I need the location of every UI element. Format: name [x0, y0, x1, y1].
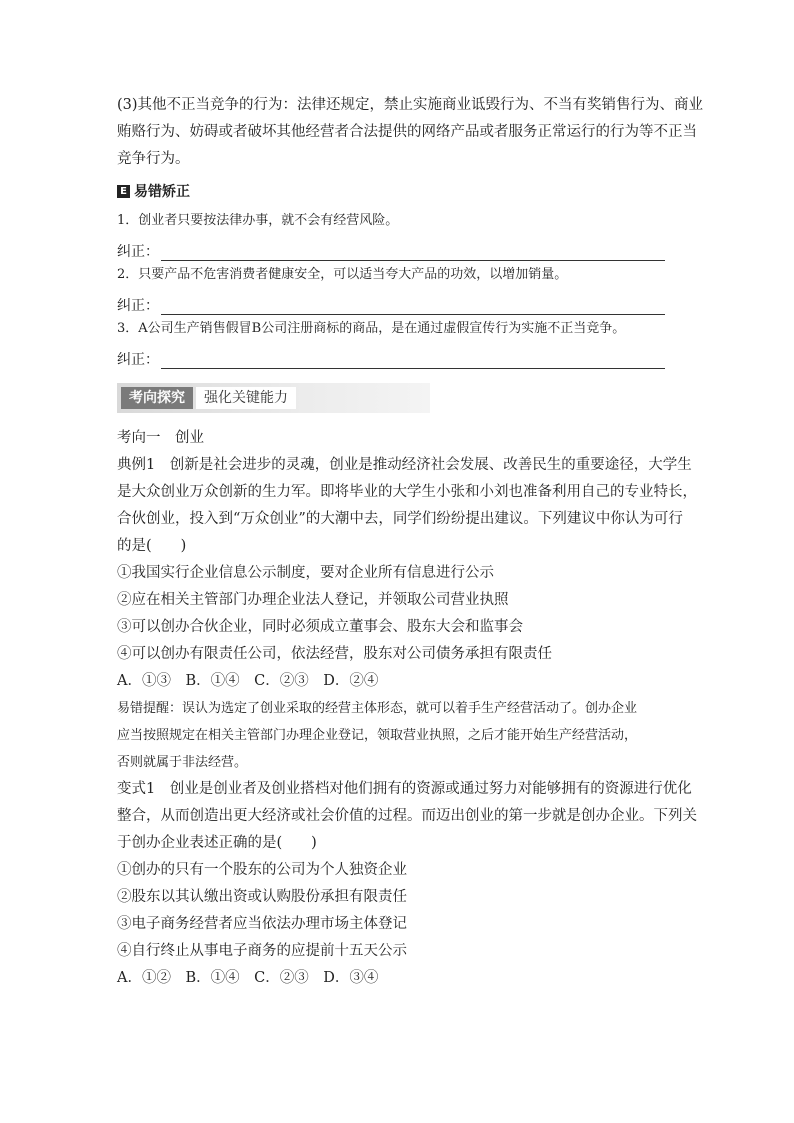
- correction-item-2: [117, 261, 679, 315]
- text-line: 于创办企业表述正确的是( ): [117, 835, 317, 851]
- correction-label: 纠正：: [117, 244, 159, 260]
- banner-label-explore: 考向探究: [121, 387, 193, 409]
- text-line: 是大众创业万众创新的生力军。即将毕业的大学生小张和小刘也准备利用自己的专业特长，: [117, 484, 697, 500]
- section-e-icon: E: [117, 185, 130, 198]
- text-line: (3)其他不正当竞争的行为：法律还规定，禁止实施商业诋毁行为、不当有奖销售行为、商业: [117, 97, 704, 113]
- text-line: 贿赂行为、妨碍或者破坏其他经营者合法提供的网络产品或者服务正常运行的行为等不正当: [117, 124, 697, 140]
- error-tip: [117, 695, 679, 776]
- text-line: 变式1 创业是创业者及创业搭档对他们拥有的资源或通过努力对能够拥有的资源进行优化: [117, 781, 692, 797]
- correction-answer-row: [117, 342, 679, 369]
- correction-label: 纠正：: [117, 298, 159, 314]
- text-line: 否则就属于非法经营。: [117, 755, 248, 770]
- correction-item-3: [117, 315, 679, 369]
- answer-blank-line[interactable]: [161, 296, 665, 315]
- option-line: ④自行终止从事电子商务的应提前十五天公示: [117, 943, 407, 959]
- text-line: 应当按照规定在相关主管部门办理企业登记，领取营业执照，之后才能开始生产经营活动，: [117, 728, 638, 743]
- option-line: ③电子商务经营者应当依法办理市场主体登记: [117, 916, 407, 932]
- document-page: [117, 92, 704, 992]
- text-line: 易错提醒：误认为选定了创业采取的经营主体形态，就可以着手生产经营活动了。创办企业: [117, 701, 638, 716]
- example-question-1: [117, 452, 697, 695]
- text-line: 的是( ): [117, 538, 187, 554]
- correction-statement: 1．创业者只要按法律办事，就不会有经营风险。: [117, 213, 399, 228]
- paragraph-unfair-competition: [117, 92, 704, 173]
- answer-blank-line[interactable]: [161, 242, 665, 261]
- text-line: 竞争行为。: [117, 151, 190, 167]
- option-line: ②股东以其认缴出资或认购股份承担有限责任: [117, 889, 407, 905]
- answer-choices: A．①② B．①④ C．②③ D．③④: [117, 970, 379, 986]
- correction-statement: 3．A公司生产销售假冒B公司注册商标的商品，是在通过虚假宣传行为实施不正当竞争。: [117, 321, 626, 336]
- option-line: ④可以创办有限责任公司，依法经营，股东对公司债务承担有限责任: [117, 646, 552, 662]
- topic-heading: 考向一 创业: [117, 430, 204, 446]
- text-line: 合伙创业，投入到“万众创业”的大潮中去，同学们纷纷提出建议。下列建议中你认为可行: [117, 511, 683, 527]
- variant-question-1: [117, 776, 697, 992]
- banner-label-ability: 强化关键能力: [196, 387, 296, 409]
- section-title: 易错矫正: [134, 184, 190, 200]
- correction-item-1: [117, 207, 679, 261]
- text-line: 典例1 创新是社会进步的灵魂，创业是推动经济社会发展、改善民生的重要途径，大学生: [117, 457, 692, 473]
- answer-blank-line[interactable]: [161, 350, 665, 369]
- correction-statement: 2．只要产品不危害消费者健康安全，可以适当夸大产品的功效，以增加销量。: [117, 267, 568, 282]
- correction-answer-row: [117, 234, 679, 261]
- option-line: ③可以创办合伙企业，同时必须成立董事会、股东大会和监事会: [117, 619, 523, 635]
- answer-choices: A．①③ B．①④ C．②③ D．②④: [117, 673, 379, 689]
- option-line: ①我国实行企业信息公示制度，要对企业所有信息进行公示: [117, 565, 494, 581]
- option-line: ①创办的只有一个股东的公司为个人独资企业: [117, 862, 407, 878]
- correction-answer-row: [117, 288, 679, 315]
- section-header-corrections: [117, 179, 679, 203]
- section-banner: [117, 383, 430, 413]
- correction-label: 纠正：: [117, 352, 159, 368]
- option-line: ②应在相关主管部门办理企业法人登记，并领取公司营业执照: [117, 592, 509, 608]
- text-line: 整合，从而创造出更大经济或社会价值的过程。而迈出创业的第一步就是创办企业。下列关: [117, 808, 697, 824]
